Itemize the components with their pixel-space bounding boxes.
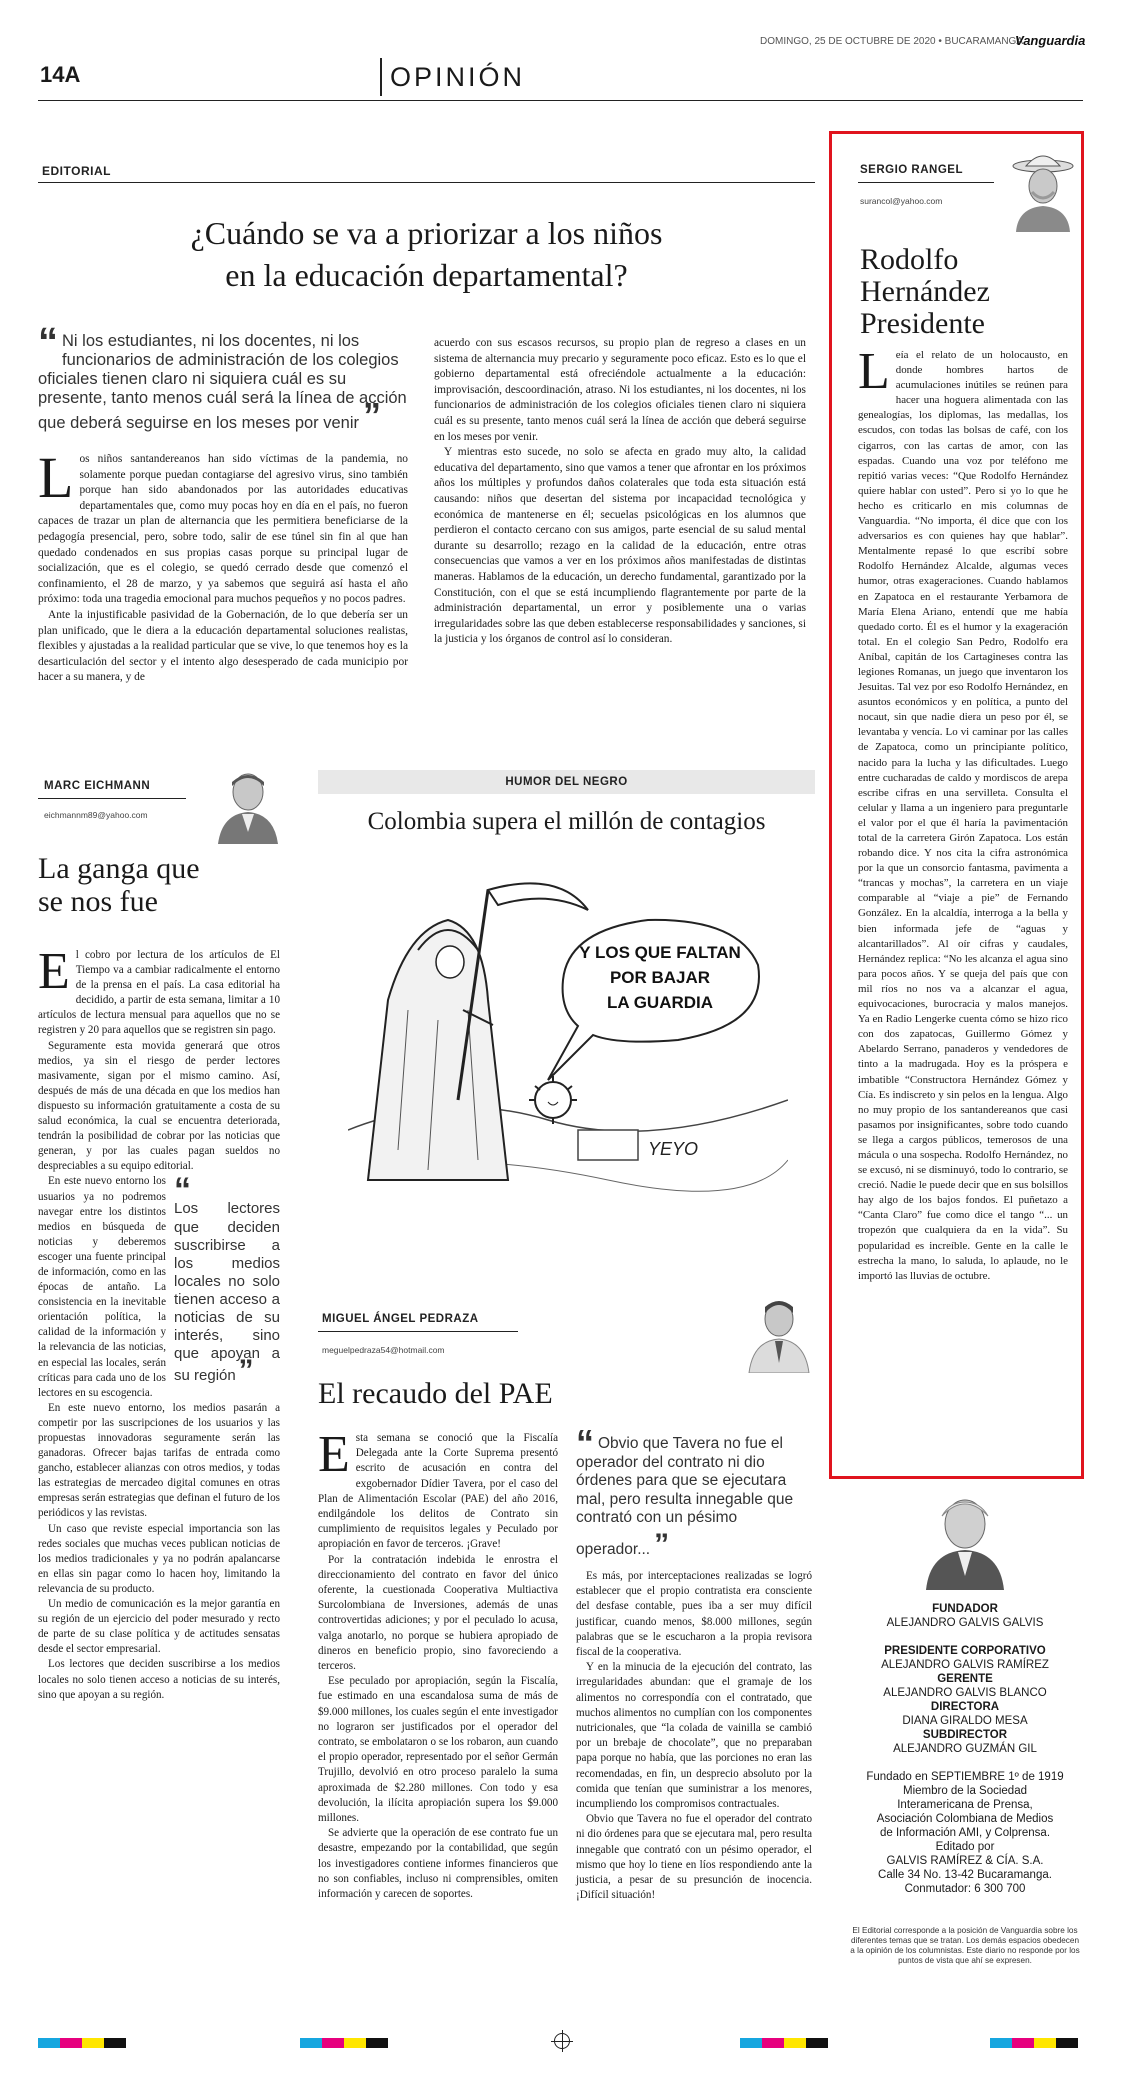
- masthead-info: Interamericana de Prensa,: [897, 1799, 1033, 1811]
- eichmann-paragraph: Seguramente esta movida generará que otros medios, ya sin el riesgo de perder lectores masivamente, sigan por el mismo camino. Así, después de más de una década en que los medios han dispuesto su información gratuitamente a costa de su salud económica, la cual se encuentra deteriorada, tendrán la posibilidad de cobrar por las noticias que generan, y por las cuales pagan sueldos no despreciables a su equipo editorial.: [38, 1039, 280, 1173]
- pedraza-email: meguelpedraza54@hotmail.com: [322, 1345, 445, 1355]
- pedraza-dropcap: E: [318, 1426, 350, 1483]
- eichmann-email: eichmannm89@yahoo.com: [44, 810, 148, 820]
- header-rule: [38, 100, 1083, 101]
- eichmann-title-line2: se nos fue: [38, 885, 158, 918]
- editorial-block: [38, 152, 815, 742]
- section-title: OPINIÓN: [390, 62, 526, 92]
- rangel-avatar: [1010, 152, 1076, 232]
- color-registration-bar: [300, 2038, 388, 2048]
- eichmann-dropcap: E: [38, 943, 70, 1000]
- editorial-paragraph: Ante la injustificable pasividad de la Gobernación, de lo que debería ser un plan unificado, que le diera a la educación departamental soluciones realistas, flexibles y ajustadas a la realidad particular que se vive, lo que tenemos hoy es la desarticulación del sector y el intento algo desesperado de cada municipio por hacer a su manera, y de: [38, 608, 408, 684]
- open-quote-icon: “: [576, 1422, 594, 1463]
- subdirector-label: SUBDIRECTOR: [922, 1729, 1008, 1741]
- pedraza-title: El recaudo del PAE: [318, 1377, 553, 1410]
- masthead-info: Miembro de la Sociedad: [902, 1785, 1027, 1797]
- humor-label: HUMOR DEL NEGRO: [505, 776, 628, 788]
- eichmann-paragraph: l cobro por lectura de los artículos de El Tiempo va a cambiar radicalmente el entorno de la prensa en el país. La casa editorial ha decidido, a partir de esta semana, limitar a 10 artículos de lectura mensual para aquellos que no se registren y 20 para aquellos que se registren sin pago.: [38, 949, 280, 1037]
- masthead-info: de Información AMI, y Colprensa.: [879, 1827, 1051, 1839]
- pedraza-paragraph: Obvio que Tavera no fue el operador del contrato ni dio órdenes para que se ejecutara mal, pero resulta innegable que contrató con un pésimo operador, el mismo que hoy lo tiene en líos respondiendo ante la justicia, a pesar de su presunción de inocencia. ¡Difícil situación!: [576, 1813, 812, 1902]
- color-registration-bar: [740, 2038, 828, 2048]
- eichmann-body: [38, 943, 280, 1703]
- pedraza-col1: [318, 1426, 558, 1902]
- editorial-rule: [38, 182, 815, 183]
- rangel-body: [858, 343, 1068, 1284]
- subdirector-name: ALEJANDRO GUZMÁN GIL: [893, 1743, 1037, 1755]
- editorial-pullquote: [38, 320, 410, 436]
- editorial-title-line1: ¿Cuándo se va a priorizar a los niños: [190, 215, 663, 251]
- open-quote-icon: “: [38, 320, 58, 364]
- rangel-dropcap: L: [858, 343, 890, 400]
- eichmann-avatar: [214, 770, 282, 844]
- editorial-col1: [38, 445, 408, 686]
- director-name: DIANA GIRALDO MESA: [902, 1715, 1028, 1727]
- rangel-title-line3: Presidente: [860, 307, 985, 340]
- registration-mark-icon: [554, 2033, 570, 2049]
- eichmann-pullquote: [174, 1171, 280, 1388]
- cartoonist-signature: YEYO: [648, 1139, 699, 1159]
- editorial-paragraph: acuerdo con sus escasos recursos, su propio plan de regreso a clases en un sistema de alternancia muy precario y seguramente poco eficaz. Esto es lo que el gobierno departamental está ofreciéndole actualmente a la educación: improvisación, descoordinación, atraso. Ni los estudiantes, ni los docentes, ni los funcionarios de administración de los colegios oficiales tienen claro ni siquiera cuál es su presente, tanto menos cuál será la línea de acción que deberá seguirse en los meses por venir.: [434, 337, 806, 443]
- close-quote-icon: ”: [238, 1354, 254, 1388]
- masthead-info: Conmutador: 6 300 700: [904, 1883, 1026, 1895]
- close-quote-icon: ”: [363, 395, 382, 436]
- eichmann-column: [38, 770, 283, 2020]
- pedraza-paragraph: Por la contratación indebida le enrostra el direccionamiento del contrato en favor del único oferente, la cuestionada Cooperativa Multiactiva Surcolombiana de Inversiones, además de unas controvertidas adiciones; y por el peculado lo acusa, valga anotarlo, no porque se hubiera apropiado de dineros en beneficio propio, sino favoreciendo a terceros.: [318, 1553, 558, 1673]
- eichmann-title: [38, 852, 200, 918]
- eichmann-title-line1: La ganga que: [38, 852, 200, 885]
- close-quote-icon: ”: [654, 1527, 670, 1561]
- masthead-info: Asociación Colombiana de Medios: [876, 1813, 1054, 1825]
- pedraza-paragraph: Es más, por interceptaciones realizadas se logró establecer que el propio contratista era consciente del desfase contable, pues iba a ser muy difícil justificar, cuando menos, $8.000 millones, según palabras que se le escucharon a la propia revisora fiscal de la cooperativa.: [576, 1570, 812, 1659]
- rangel-author: SERGIO RANGEL: [860, 164, 963, 176]
- cartoon-illustration: [348, 850, 788, 1220]
- pedraza-col2: [576, 1569, 812, 1903]
- founder-name: ALEJANDRO GALVIS GALVIS: [886, 1617, 1044, 1629]
- eichmann-paragraph: En este nuevo entorno, los medios pasarán a competir por las suscripciones de los usuarios y las propuestas innovadoras seguramente serán las ganadoras. Ofrecer bajas tarifas de entrada como gancho, establecer alianzas con otros medios, y todas las estrategias de mercadeo digital comunes en otras empresas serán estrategias que definan el futuro de los periódicos y las revistas.: [38, 1401, 280, 1520]
- bubble-line3: LA GUARDIA: [606, 993, 714, 1012]
- pedraza-paragraph: sta semana se conoció que la Fiscalía Delegada ante la Corte Suprema presentó escrito de acusación en contra del exgobernador Dídier Tavera, por el caso del Plan de Alimentación Escolar (PAE) del año 2016, endilgándole los delitos de Contrato sin cumplimiento de requisitos legales y Peculado por apropiación en favor de terceros. ¡Grave!: [318, 1432, 558, 1551]
- director-label: DIRECTORA: [930, 1701, 1000, 1713]
- editorial-paragraph: Y mientras esto sucede, no solo se afecta en grado muy alto, la calidad educativa del departamento, sino que vamos a tener que afrontar en los próximos años los múltiples y profundos daños colaterales que toda esta situación está causando: niños que desertan del sistema por incapacidad tecnológica y económica de mantenerse en él; secuelas psicológicas en los alumnos que perdieron el contacto cercano con sus amigos, parte esencial de su salud mental durante su desarrollo; rezago en la calidad de la educación, entre otras consecuencias que vamos a ver en los próximos años manifestadas de distintas maneras. Hablamos de la educación, un derecho fundamental, garantizado por la Constitución, con el que se está incumpliendo flagrantemente por parte de la administración departamental, un error y posiblemente una o varias irregularidades sobre las que deben establecerse responsabilidades y sanciones, si la justicia y los órganos de control así lo consideran.: [434, 446, 806, 646]
- rangel-email: surancol@yahoo.com: [860, 196, 943, 206]
- pedraza-rule: [318, 1331, 518, 1332]
- editorial-title-line2: en la educación departamental?: [225, 257, 628, 293]
- open-quote-icon: “: [174, 1171, 191, 1210]
- eichmann-rule: [38, 798, 186, 799]
- eichmann-paragraph: En este nuevo entorno los usuarios ya no podremos navegar entre los distintos medios en búsqueda de noticias y deberemos escoger una fuente principal de información, como en las épocas de antaño. La consistencia en la inevitable orientación política, la calidad de la información y la relevancia de las noticias, en especial las locales, serán críticas para cada uno de los lectores en su escogencia.: [38, 1175, 166, 1399]
- rangel-paragraph: eía el relato de un holocausto, en donde hombres hartos de acumulaciones inútiles se reúnen para hacer una hoguera alimentada con las genealogías, los diplomas, las medallas, los escudos, con todas las bolsas de café, con los cigarros, con las cartas de amor, con las espadas. Cuando una voz por teléfono me repitió varias veces: “Que Rodolfo Hernández quiere hablar con usted”. Pero si yo lo que he hecho es criticarlo en mis columnas de Vanguardia. “No importa, él dice que con los adversarios es con quienes hay que hablar”. Mentalmente repasé lo que escribí sobre Rodolfo Hernández Alcalde, algumas veces humor, otras exageraciones. Cuando hablamos en Zapatoca en el restaurante Yerbamora de María Elena Ariano, entendí que me había quedado corto. Él es el humor y la exageración total. En el colegio San Pedro, Rodolfo era Aníbal, capitán de los Cartagineses contra las legiones Romanas, un juego que inventaron los Jesuitas. Tal vez por eso Rodolfo Hernández, en asuntos económicos y en política, a punto del nocaut, sin que nadie diera un peso por él, se levantaba y vencía. Lo vi caminar por las calles de Zapatoca, como un principiante político, nacido para la lucha y las dificultades. Luego entre cucharadas de caldo y mordiscos de arepa escribe cifras en una servilleta. Consulta el celular y llama a un ingeniero para preguntarle el valor por el que él haría la pavimentación total de la carretera Girón Zapatoca. Los están robando dice. Y nos cita la cifra astronómica por la que un consorcio fantasma, pavimenta a “trancas y mochas”, la carretera en un viaje comparable al “viaje a pie” de Fernando González. En la alcaldía, interroga a la bella y bien informada jefe de “aguas y alcantarillados”. Al oír cifras y caudales, Hernández replica: “No les alcanza el agua sino para pocos años. Y se queja del país que con mil ríos no nos va a alcanzar el agua, equivocaciones, burocracia y malos manejos. Ya en Radio Lengerke cuenta cómo se hizo rico con dos zapatocas, Guillermo Gómez y Abelardo Serrano, panaderos y vendedores de tinto a la madrugada. Hoy es la próspera e imbatible “Constructora Hernández Gómez y Cía. Es indiscreto y sin pelos en la lengua. Algo no muy propio de los santandereanos que casi pasamos por insignificantes, sobre todo cuando se llega a cargos públicos, temerosos de una mácula o una sospecha. Rodolfo Hernández, no se excusó, ni se disminuyó, todo lo contrario, se creció. Nadie le puede decir que en sus bolsillos hay algo de los bajos fondos. El puñetazo a “Canta Claro” fue como dice el tango “... un tropezón que cualquiera da en la vida”. Su popularidad es increíble. Gente en la calle le estrecha la mano, lo saluda, lo aplaude, no le importó las lluvias de octubre.: [858, 349, 1068, 1282]
- pedraza-pullquote: [576, 1422, 812, 1562]
- bubble-line1: Y LOS QUE FALTAN: [579, 943, 741, 962]
- masthead-info: Calle 34 No. 13-42 Bucaramanga.: [878, 1869, 1052, 1881]
- pedraza-pullquote-text: Obvio que Tavera no fue el operador del contrato ni dio órdenes para que se ejecutara mal, pero resulta innegable que contrató con un pésimo operador...: [576, 1435, 794, 1558]
- rangel-column: [829, 131, 1084, 1479]
- humor-block: [318, 770, 815, 1230]
- president-label: PRESIDENTE CORPORATIVO: [884, 1645, 1046, 1657]
- pullquote-text: Ni los estudiantes, ni los docentes, ni los funcionarios de administración de los colegios oficiales tienen claro ni siquiera cuál es su presente, tanto menos cuál será la línea de acción que deberá seguirse en los meses por venir: [38, 332, 407, 432]
- header-divider: [380, 58, 382, 96]
- editorial-paragraph: os niños santandereanos han sido víctimas de la pandemia, no solamente porque puedan contagiarse del agresivo virus, sino también porque han sido abandonados por las autoridades educativas departamentales que, como muy pocas hoy en día en el país, no fueron capaces de trazar un plan de alternancia que les permitiera beneficiarse de la pedagogía presencial, pero, sobre todo, salir de ese túnel sin fin al que han quedado condenados en sus propias casas porque su principal lugar de socialización, que es el colegio, se quedó cerrado desde que comenzó el confinamiento, el 28 de marzo, y ya sabemos que seguirá así hasta el año próximo: toda una tragedia emocional para muchos pequeños y no pocos padres.: [38, 453, 408, 606]
- rangel-rule: [858, 182, 994, 183]
- eichmann-pullquote-text: Los lectores que deciden suscribirse a los medios locales no solo tienen acceso a noticias de su interés, sino que apoyan a su región: [174, 1200, 280, 1385]
- editorial-title: [38, 212, 815, 296]
- masthead-disclaimer: El Editorial corresponde a la posición de Vanguardia sobre los diferentes temas que se tratan. Los demás espacios obedecen a la opinión de los columnistas. Este diario no responde por los puntos de vista que ahí se expresen.: [850, 1926, 1080, 1965]
- pedraza-author: MIGUEL ÁNGEL PEDRAZA: [322, 1313, 479, 1325]
- president-name: ALEJANDRO GALVIS RAMÍREZ: [881, 1659, 1049, 1671]
- manager-name: ALEJANDRO GALVIS BLANCO: [883, 1687, 1047, 1699]
- masthead-info: GALVIS RAMÍREZ & CÍA. S.A.: [886, 1855, 1044, 1867]
- humor-title: Colombia supera el millón de contagios: [367, 808, 766, 835]
- color-registration-bar: [38, 2038, 126, 2048]
- masthead-info: Editado por: [935, 1841, 995, 1853]
- editorial-dropcap: L: [38, 445, 74, 510]
- color-registration-bar: [990, 2038, 1078, 2048]
- eichmann-paragraph: Los lectores que deciden suscribirse a los medios locales no solo tienen acceso a noticias de su interés, sino que apoyan a su región.: [38, 1658, 280, 1701]
- eichmann-paragraph: Un medio de comunicación es la mejor garantía en su región de un ejercicio del poder mesurado y recto de parte de su clase política y de actitudes sensatas desde el sector empresarial.: [38, 1598, 280, 1656]
- editorial-col2: [434, 336, 806, 648]
- rangel-title: [860, 244, 990, 340]
- founder-label: FUNDADOR: [932, 1603, 998, 1615]
- pedraza-paragraph: Se advierte que la operación de ese contrato fue un desastre, empezando por la contabilidad, que según los investigadores contiene informes financieros que no son confiables, incluso ni comprensibles, omiten información y carecen de soportes.: [318, 1827, 558, 1901]
- pedraza-column: [318, 1293, 815, 2023]
- rangel-title-line2: Hernández: [860, 275, 990, 308]
- pedraza-avatar: [745, 1293, 813, 1373]
- rangel-title-line1: Rodolfo: [860, 243, 959, 276]
- manager-label: GERENTE: [937, 1673, 993, 1685]
- pedraza-paragraph: Y en la minucia de la ejecución del contrato, las irregularidades abundan: que el gramaje de los alimentos no correspondía con el contratado, que muchos alimentos no cumplían con los componentes nutricionales, que “la colada de vainilla se cambió por un brebaje de chocolate”, que no preparaban papa porque no había, que las porciones no eran las recomendadas, en fin, un desprecio absoluto por la comida que tenían que suministrar a los menores, incumpliendo los compromisos contractuales.: [576, 1661, 812, 1811]
- masthead-info: Fundado en SEPTIEMBRE 1º de 1919: [866, 1771, 1064, 1783]
- bubble-line2: POR BAJAR: [609, 968, 711, 987]
- page-number: 14A: [40, 62, 81, 87]
- pedraza-paragraph: Ese peculado por apropiación, según la Fiscalía, fue estimado en una escandalosa suma de más de $9.000 millones, los cuales según el ente investigador no lograron ser justificados por el operador del contrato, se embolataron o se los robaron, aun cuando el propio operador, representado por el señor Germán Trujillo, devolvió en otro proceso paralelo la suma aproximada de $2.280 millones. Con todo y esa devolución, la ilícita apropiación supera los $9.000 millones.: [318, 1675, 558, 1825]
- dateline: DOMINGO, 25 DE OCTUBRE DE 2020 • BUCARAMANGA: [760, 36, 1024, 47]
- masthead: [848, 1490, 1082, 1965]
- brand-logo: Vanguardia: [1015, 33, 1086, 48]
- founder-portrait: [920, 1490, 1010, 1590]
- editorial-label: EDITORIAL: [42, 164, 111, 178]
- eichmann-paragraph: Un caso que reviste especial importancia son las redes sociales que muchas veces publican noticias de los medios tradicionales y ya no podrán apalancarse en ellas sin pagar como lo hacen hoy, limitando la relevancia de su producto.: [38, 1522, 280, 1595]
- eichmann-author: MARC EICHMANN: [44, 780, 151, 792]
